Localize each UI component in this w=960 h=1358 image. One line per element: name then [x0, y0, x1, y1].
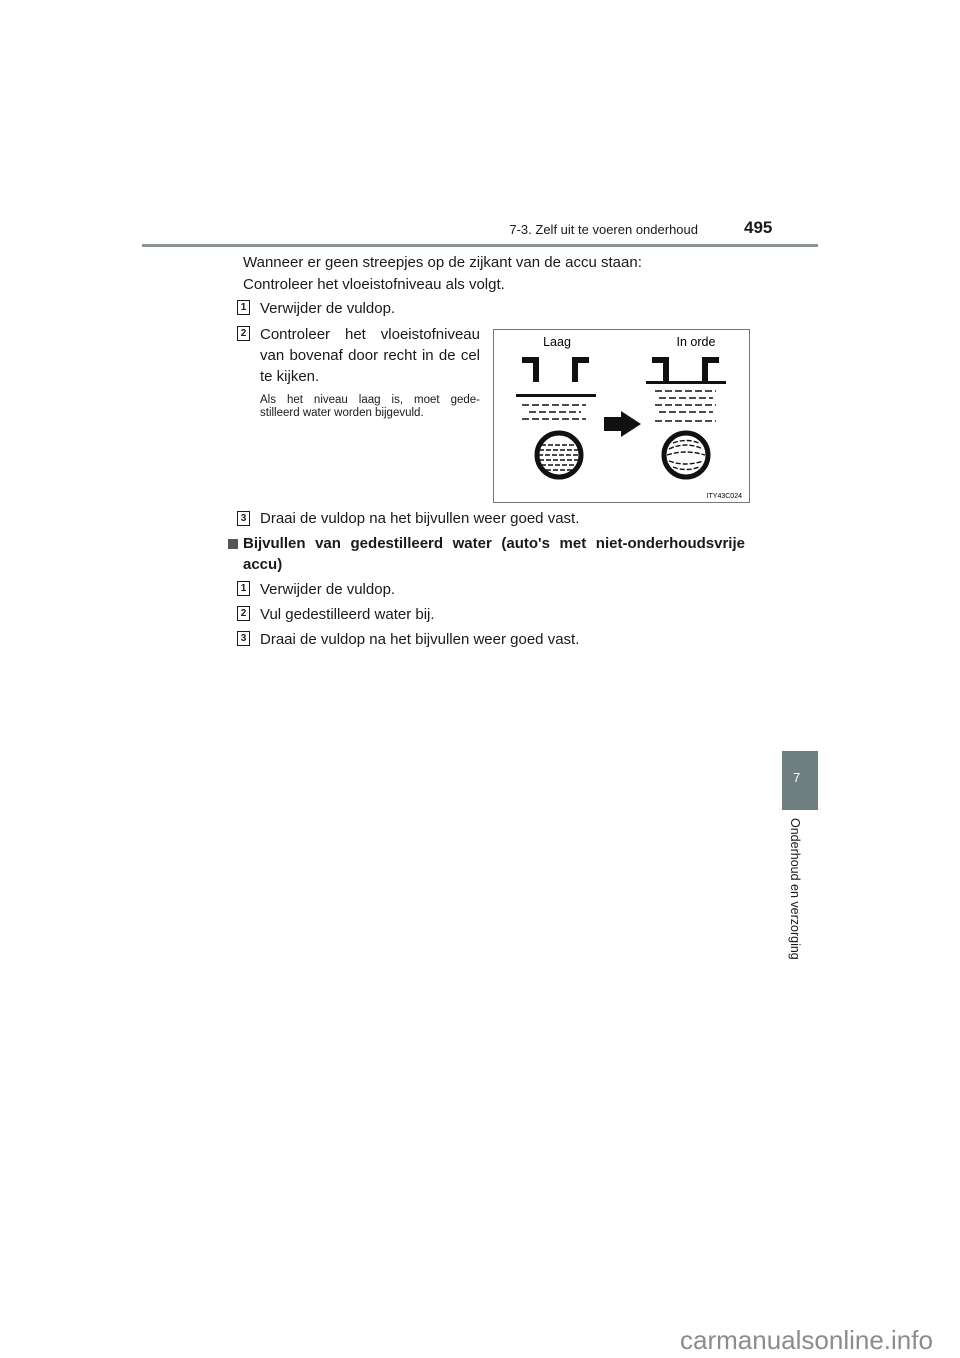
chapter-title: Onderhoud en verzorging [788, 818, 802, 960]
step-number: 3 [237, 631, 250, 646]
label-low: Laag [543, 335, 571, 349]
step-text: van bovenaf door recht in de cel [260, 347, 480, 364]
step-number: 2 [237, 326, 250, 341]
section-bullet [228, 539, 238, 549]
section-title: accu) [243, 556, 283, 573]
intro-line-1: Wanneer er geen streepjes op de zijkant van de accu staan: [243, 254, 642, 271]
figure-code: ITY43C024 [706, 493, 742, 500]
step-note: stilleerd water worden bijgevuld. [260, 407, 424, 419]
step-text: Draai de vuldop na het bijvullen weer goed vast. [260, 510, 580, 527]
header-divider [142, 244, 818, 247]
chapter-number: 7 [793, 770, 801, 785]
intro-line-2: Controleer het vloeistofniveau als volgt. [243, 276, 505, 293]
step-note: Als het niveau laag is, moet gede- [260, 394, 480, 406]
battery-fluid-level-figure [493, 329, 750, 503]
watermark: carmanualsonline.info [680, 1325, 933, 1355]
step-text: Draai de vuldop na het bijvullen weer goed vast. [260, 631, 580, 648]
step-text: te kijken. [260, 368, 320, 385]
page-number: 495 [744, 218, 773, 237]
step-number: 2 [237, 606, 250, 621]
step-text: Controleer het vloeistofniveau [260, 326, 480, 343]
step-text: Verwijder de vuldop. [260, 300, 396, 317]
step-text: Vul gedestilleerd water bij. [260, 606, 435, 623]
step-number: 1 [237, 581, 250, 596]
section-title: Bijvullen van gedestilleerd water (auto's met niet-onderhoudsvrije [243, 535, 745, 552]
step-number: 1 [237, 300, 250, 315]
section-header: 7-3. Zelf uit te voeren onderhoud [509, 222, 698, 237]
step-text: Verwijder de vuldop. [260, 581, 396, 598]
step-number: 3 [237, 511, 250, 526]
label-ok: In orde [676, 335, 716, 349]
